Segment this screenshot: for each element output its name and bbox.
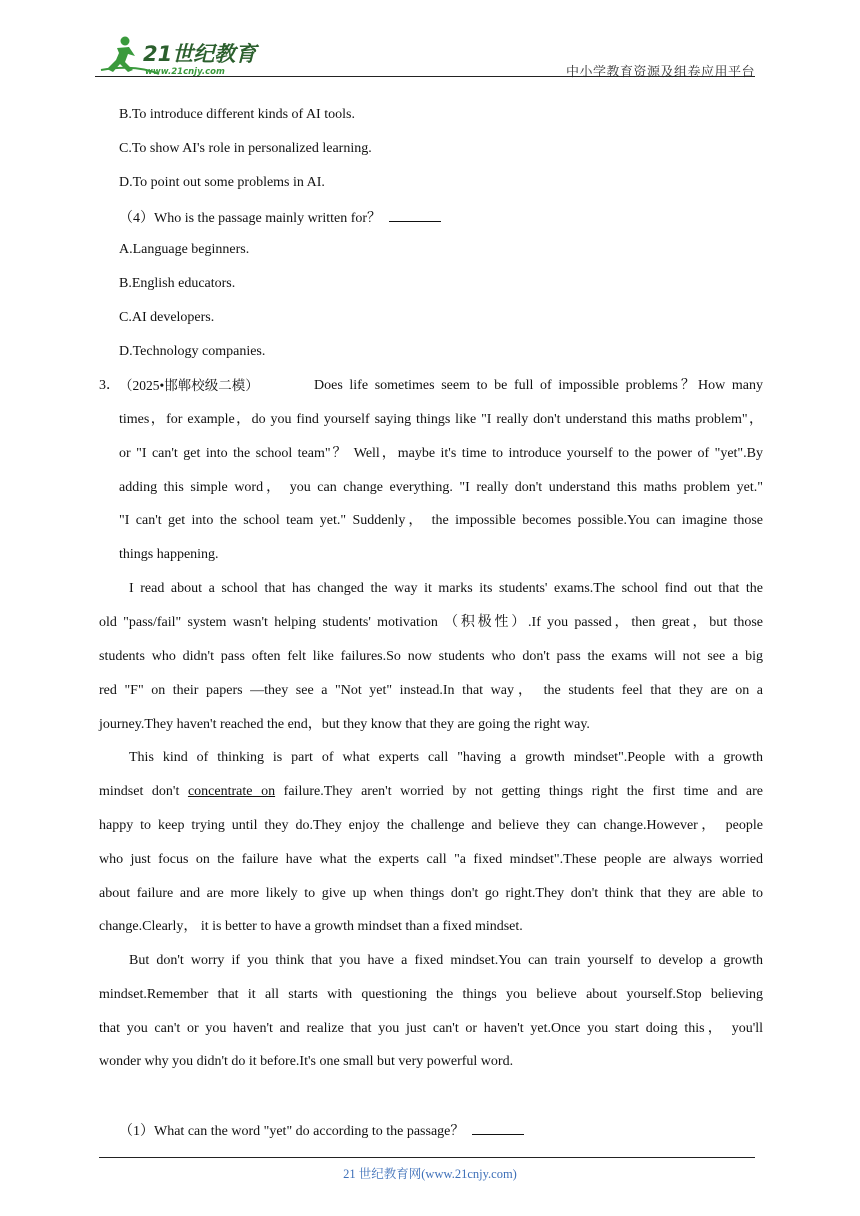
passage-line: times，for example，do you find yourself saying things like "I really don't understand this maths problem"，: [119, 412, 763, 427]
text-run: failure.They aren't worried by not getting things right the first time and are: [275, 784, 764, 799]
passage-line: This kind of thinking is part of what experts call "having a growth mindset".People with a growth: [129, 750, 763, 765]
question-source: （2025•邯郸校级二模）: [119, 378, 259, 393]
passage-line: that you can't or you haven't and realize that you just can't or haven't yet.Once you start doing this， you'll: [99, 1021, 763, 1036]
passage-line: or "I can't get into the school team"？ Well，maybe it's time to introduce yourself to the power of "yet".By: [119, 446, 763, 461]
passage-line: Does life sometimes seem to be full of impossible problems？How many: [314, 378, 763, 393]
passage-line: things happening.: [119, 547, 219, 562]
logo-main-text: 21世纪教育: [143, 42, 257, 66]
option-d: D.To point out some problems in AI.: [119, 175, 325, 190]
site-logo: [95, 34, 275, 78]
question-number: 3．: [99, 378, 120, 393]
logo-url-text: www.21cnjy.com: [145, 67, 225, 77]
passage-line: wonder why you didn't do it before.It's one small but very powerful word.: [99, 1054, 514, 1069]
passage-line: red "F" on their papers —they see a "Not yet" instead.In that way， the students feel that they are on a: [99, 683, 763, 698]
passage-line: But don't worry if you think that you have a fixed mindset.You can train yourself to develop a growth: [129, 953, 763, 968]
passage-line: adding this simple word， you can change everything. "I really don't understand this maths problem yet.": [119, 480, 763, 495]
passage-line: change.Clearly， it is better to have a growth mindset than a fixed mindset.: [99, 919, 523, 934]
question-1: [119, 1120, 524, 1142]
passage-line: "I can't get into the school team yet." Suddenly， the impossible becomes possible.You can imagine those: [119, 513, 763, 528]
passage-line: [99, 782, 763, 802]
option-c: C.To show AI's role in personalized learning.: [119, 141, 372, 156]
footer-text[interactable]: 21 世纪教育网(www.21cnjy.com): [343, 1167, 517, 1181]
answer-blank[interactable]: [389, 207, 441, 222]
q4-option-b: B.English educators.: [119, 276, 236, 291]
text-run: mindset don't: [99, 784, 188, 799]
page-header: [95, 30, 755, 78]
footer-divider: [99, 1157, 755, 1158]
option-b: B.To introduce different kinds of AI tools.: [119, 107, 355, 122]
question-1-stem: （1）What can the word "yet" do according to the passage？: [119, 1124, 465, 1139]
question-4: [119, 207, 441, 229]
passage-line: old "pass/fail" system wasn't helping students' motivation （积极性）.If you passed，then great，but those: [99, 615, 763, 630]
passage-line: students who didn't pass often felt like failures.So now students who don't pass the exams will not see a big: [99, 649, 763, 664]
q4-option-d: D.Technology companies.: [119, 344, 266, 359]
passage-line: about failure and are more likely to give up when things don't go right.They don't think that they are able to: [99, 886, 763, 901]
answer-blank[interactable]: [472, 1120, 524, 1135]
passage-line: journey.They haven't reached the end，but they know that they are going the right way.: [99, 717, 590, 732]
passage-line: who just focus on the failure have what the experts call "a fixed mindset".These people are always worried: [99, 852, 763, 867]
q4-option-c: C.AI developers.: [119, 310, 215, 325]
header-divider: [95, 76, 755, 77]
passage-line: mindset.Remember that it all starts with questioning the things you believe about yourself.Stop believing: [99, 987, 763, 1002]
platform-title: 中小学教育资源及组卷应用平台: [565, 64, 755, 79]
underlined-phrase: concentrate on: [187, 784, 276, 799]
passage-line: I read about a school that has changed the way it marks its students' exams.The school find out that the: [129, 581, 763, 596]
passage-line: happy to keep trying until they do.They enjoy the challenge and believe they can change.However， people: [99, 818, 763, 833]
question-4-stem: （4）Who is the passage mainly written for？: [119, 211, 382, 226]
q4-option-a: A.Language beginners.: [119, 242, 250, 257]
